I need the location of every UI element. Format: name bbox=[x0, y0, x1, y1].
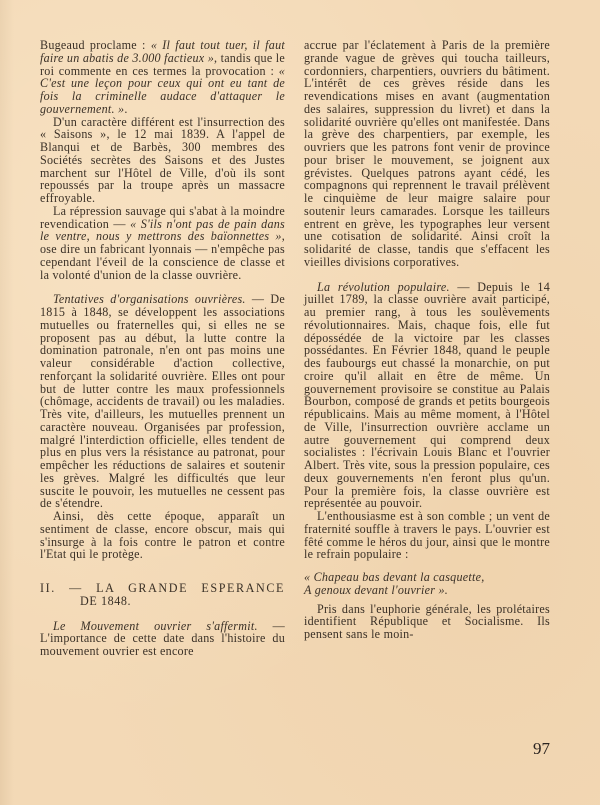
paragraph-mouvement-affermit: Le Mouvement ouvrier s'affermit. — L'importance de cette date dans l'histoire du mouvement ouvrier est encore bbox=[40, 618, 285, 658]
paragraph-organisations: Tentatives d'organisations ouvrières. — De 1815 à 1848, se développent les associations mutuelles ou fraternelles qui, si elles ne se proposent pas au début, la lutte contre la domination patronale, n'en ont pas moins une valeur considérable d'action collective, renforçant la solidarité ouvrière. Elles ont pour but de lutter contre les maux professionnels (chômage, accidents de travail) ou les maladies. Très vite, d'ailleurs, les mutuelles prennent un caractère nouveau. Organisées par profession, malgré l'interdiction officielle, elles tendent de plus en plus vers la résistance au patronat, pour empêcher les réductions de salaires et soutenir les grèves. Malgré les difficultés que leur suscite le pouvoir, les mutuelles ne cessent pas de s'étendre. bbox=[40, 292, 285, 511]
subheading-revolution: La révolution populaire. bbox=[317, 279, 450, 294]
paragraph-euphorie: Pris dans l'euphorie générale, les prolétaires identifient République et Socialisme. Ils pensent sans le moin- bbox=[304, 601, 550, 641]
quote-roi: « C'est une leçon pour ceux qui ont eu tant de fois la criminelle audace d'attaquer le gouvernement. » bbox=[40, 63, 285, 116]
refrain-line2: A genoux devant l'ouvrier ». bbox=[304, 582, 449, 597]
paragraph-saisons: D'un caractère différent est l'insurrection des « Saisons », le 12 mai 1839. A l'appel de Blanqui et de Barbès, 300 membres des Sociétés secrètes des Saisons et des Justes marchent sur l'Hôtel de Ville, d'où ils sont repoussés par la troupe après un massacre effroyable. bbox=[40, 114, 285, 205]
paragraph-repression: La répression sauvage qui s'abat à la moindre revendication — « S'ils n'ont pas de pain dans le ventre, nous y mettrons des baïonnettes », ose dire un fabricant lyonnais — n'empêche pas cependant l'éveil de la conscience de classe et la volonté d'union de la classe ouvrière. bbox=[40, 203, 285, 282]
quote-bugeaud: « Il faut tout tuer, il faut faire un abatis de 3.000 factieux » bbox=[40, 38, 285, 65]
paragraph-greves: accrue par l'éclatement à Paris de la première grande vague de grèves qui toucha tailleurs, cordonniers, charpentiers, ouvriers du bâtiment. L'intérêt de ces grèves réside dans les revendications mises en avant (augmentation des salaires, suppression du livret) et dans la solidarité ouvrière qu'elles ont manifestée. Dans la grève des charpentiers, par exemple, les ouvriers que les patrons font venir de province pour briser le mouvement, se joignent aux grévistes. Quelques patrons ayant cédé, les compagnons qui reprennent le travail prélèvent le cinquième de leur maigre salaire pour soutenir leurs camarades. Lorsque les tailleurs entrent en grève, les typographes leur versent une cotisation de solidarité. Ainsi croît la solidarité de classe, tandis que s'effacent les vieilles divisions corporatives. bbox=[304, 38, 550, 269]
paragraph-enthousiasme: L'enthousiasme est à son comble ; un vent de fraternité souffle à travers le pays. L'ouvrier est fêté comme le héros du jour, ainsi que le montre le refrain populaire : bbox=[304, 509, 550, 562]
section-heading-line2: DE 1848. bbox=[80, 593, 132, 608]
section-heading-line1: II. — LA GRANDE ESPERANCE bbox=[40, 581, 285, 595]
quote-fabricant: « S'ils n'ont pas de pain dans le ventre, nous y mettrons des baïonnettes » bbox=[40, 216, 285, 244]
refrain-quote bbox=[304, 571, 550, 597]
right-column bbox=[304, 39, 550, 641]
paragraph-bugeaud: Bugeaud proclame : « Il faut tout tuer, il faut faire un abatis de 3.000 factieux », tandis que le roi commente en ces termes la provocation : « C'est une leçon pour ceux qui ont eu tant de fois la criminelle audace d'attaquer le gouvernement. ». bbox=[40, 38, 285, 116]
left-column bbox=[40, 39, 285, 658]
subheading-organisations: Tentatives d'organisations ouvrières. bbox=[53, 292, 246, 307]
paragraph-revolution-populaire: La révolution populaire. — Depuis le 14 juillet 1789, la classe ouvrière avait participé, au premier rang, à tous les soulèvements révolutionnaires. Mais, chaque fois, elle fut dépossédée de la victoire par les classes possédantes. En Février 1848, quand le peuple des faubourgs eut chassé la monarchie, on put croire qu'il allait en être de même. Un gouvernement provisoire se constitue au Palais Bourbon, composé de grands et petits bourgeois républicains. Mais au même moment, à l'Hôtel de Ville, l'insurrection ouvrière acclame un autre gouvernement qui comprend deux socialistes : l'écrivain Louis Blanc et l'ouvrier Albert. Très vite, sous la pression populaire, ces deux gouvernements n'en feront plus qu'un. Pour la première fois, la classe ouvrière est représentée au pouvoir. bbox=[304, 279, 550, 511]
section-heading bbox=[40, 582, 285, 595]
refrain-line1: « Chapeau bas devant la casquette, bbox=[304, 570, 485, 584]
page-number: 97 bbox=[533, 739, 550, 758]
subheading-mouvement: Le Mouvement ouvrier s'affermit. bbox=[53, 618, 258, 633]
paragraph-sentiment-classe: Ainsi, dès cette époque, apparaît un sentiment de classe, encore obscur, mais qui s'insurge à la fois contre le patron et contre l'Etat qui le protège. bbox=[40, 509, 285, 562]
